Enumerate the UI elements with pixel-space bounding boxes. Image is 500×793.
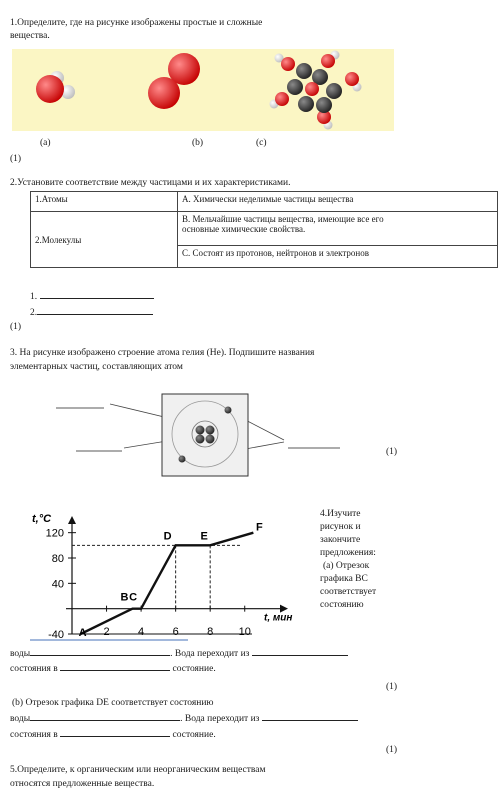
q4a-score: (1) [386,682,398,692]
q4-side-line: предложения: [320,548,376,558]
right-cell-b-line2: основные химические свойства. [182,224,306,234]
x-tick-label: 10 [238,626,251,638]
q4-side-line: закончите [320,535,361,545]
point-label: C [129,591,138,604]
right-cell-a: А. Химически неделимые частицы вещества [178,192,498,212]
q4-side-line: рисунок и [320,522,361,532]
q3-score: (1) [386,447,398,457]
q5-text-line2: относятся предложенные вещества. [10,779,155,789]
point-label: D [163,530,172,543]
q4a-line2: состояния в состояние. [10,664,216,674]
y-tick-label: 40 [51,578,64,591]
helium-atom-diagram [40,390,360,490]
point-label: B [120,591,129,604]
q1-text-line1: 1.Определите, где на рисунке изображены простые и сложные [10,18,263,28]
right-cell-b [178,212,498,246]
y-axis-label: t,°C [32,513,52,525]
y-tick-label: 120 [45,527,64,540]
q4a-line1: воды . Вода переходит из [10,649,348,659]
q4-side-line: (а) Отрезок [323,561,370,571]
q4-side-text [320,508,400,612]
q1-score: (1) [10,154,22,164]
y-tick-label: 80 [51,553,64,565]
x-tick-label: 8 [207,626,214,638]
q4-side-line: графика ВС [320,574,368,584]
label-b: (b) [192,138,204,148]
heating-curve-chart [8,508,313,648]
q4-side-line: 4.Изучите [320,509,361,519]
q4b-line2: состояния в состояние. [10,730,216,740]
x-axis-label: t, мин [264,612,293,624]
point-label: A [78,627,87,639]
label-c: (c) [256,138,267,148]
q3-text-line1: 3. На рисунке изображено строение атома гелия (Не). Подпишите названия [10,348,315,358]
q4b-line1: воды . Вода переходит из [10,714,358,724]
match-table [30,191,498,268]
right-cell-b-line1: В. Мельчайшие частицы вещества, имеющие все его [182,214,384,224]
y-tick-label: -40 [48,629,64,641]
x-tick-label: 2 [103,626,110,638]
electron-icon [225,407,232,414]
q4-side-line: соответствует [320,587,377,597]
answer-1: 1. [30,292,154,302]
series-line [81,533,254,634]
point-label: E [200,530,208,543]
right-cell-c: С. Состоят из протонов, нейтронов и электронов [178,246,498,268]
x-tick-label: 4 [138,626,145,638]
left-cell-molecules: 2.Молекулы [31,212,178,268]
q4-side-line: состоянию [320,600,364,610]
q2-text: 2.Установите соответствие между частицами и их характеристиками. [10,178,291,188]
molecules-image [12,49,394,131]
q5-text-line1: 5.Определите, к органическим или неорганическим веществам [10,765,266,775]
q4b-line0: (b) Отрезок графика DE соответствует состоянию [12,698,214,708]
q1-text-line2: вещества. [10,31,50,41]
q4b-score: (1) [386,745,398,755]
x-tick-label: 6 [172,626,179,638]
answer-2: 2. [30,308,153,318]
point-label: F [255,521,263,534]
left-cell-atoms: 1.Атомы [31,192,178,212]
y-axis-arrow [68,516,76,524]
q2-score: (1) [10,322,22,332]
electron-icon [179,456,186,463]
q3-text-line2: элементарных частиц, составляющих атом [10,362,183,372]
x-axis-arrow [280,605,288,613]
label-a: (a) [40,138,51,148]
